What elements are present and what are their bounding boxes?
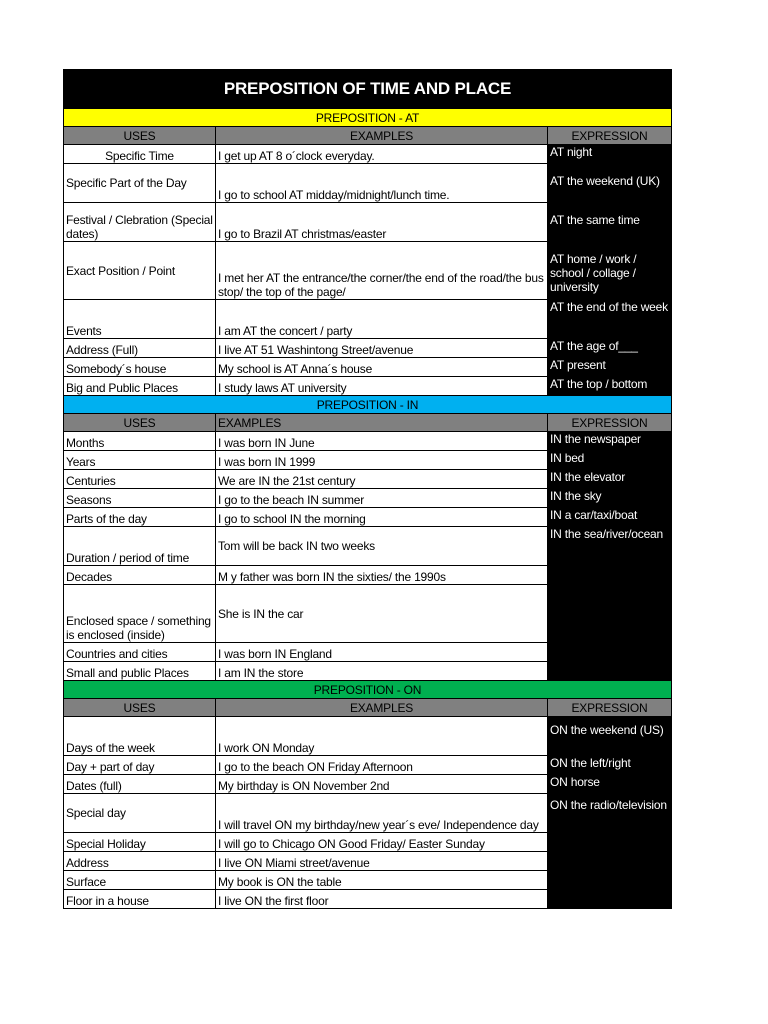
expression-cell: IN bed [548, 451, 672, 470]
example-cell: I am IN the store [216, 662, 548, 681]
use-cell: Exact Position / Point [64, 242, 216, 300]
use-cell: Small and public Places [64, 662, 216, 681]
header-expression: EXPRESSION [548, 699, 672, 717]
expression-cell: ON the weekend (US) [548, 717, 672, 756]
use-cell: Decades [64, 566, 216, 585]
example-cell: My book is ON the table [216, 871, 548, 890]
expression-cell: AT the weekend (UK) [548, 164, 672, 203]
example-cell: I go to school AT midday/midnight/lunch time. [216, 164, 548, 203]
use-cell: Address (Full) [64, 339, 216, 358]
preposition-table [63, 69, 672, 909]
use-cell: Specific Part of the Day [64, 164, 216, 203]
header-expression: EXPRESSION [548, 127, 672, 145]
example-cell: I go to Brazil AT christmas/easter [216, 203, 548, 242]
header-uses: USES [64, 127, 216, 145]
example-cell: I will go to Chicago ON Good Friday/ Easter Sunday [216, 833, 548, 852]
use-cell: Big and Public Places [64, 377, 216, 396]
header-row-on [64, 699, 672, 717]
table-row [64, 566, 672, 585]
table-row [64, 756, 672, 775]
example-cell: I was born IN England [216, 643, 548, 662]
use-cell: Day + part of day [64, 756, 216, 775]
page-title: PREPOSITION OF TIME AND PLACE [64, 70, 672, 109]
expression-cell: IN the sky [548, 489, 672, 508]
example-cell: We are IN the 21st century [216, 470, 548, 489]
use-cell: Surface [64, 871, 216, 890]
example-cell: I work ON Monday [216, 717, 548, 756]
expression-cell [548, 871, 672, 890]
example-cell: I live ON Miami street/avenue [216, 852, 548, 871]
table-row [64, 145, 672, 164]
example-cell: I was born IN 1999 [216, 451, 548, 470]
use-cell: Years [64, 451, 216, 470]
example-cell: My birthday is ON November 2nd [216, 775, 548, 794]
expression-cell [548, 662, 672, 681]
title-row [64, 70, 672, 109]
table-row [64, 242, 672, 300]
table-row [64, 890, 672, 909]
table-row [64, 508, 672, 527]
use-cell: Floor in a house [64, 890, 216, 909]
example-cell: My school is AT Anna´s house [216, 358, 548, 377]
header-examples: EXAMPLES [216, 414, 548, 432]
table-row [64, 662, 672, 681]
expression-cell: ON the left/right [548, 756, 672, 775]
header-uses: USES [64, 699, 216, 717]
example-cell: I will travel ON my birthday/new year´s eve/ Independence day [216, 794, 548, 833]
expression-cell: AT night [548, 145, 672, 164]
use-cell: Address [64, 852, 216, 871]
header-row-at [64, 127, 672, 145]
use-cell: Enclosed space / something is enclosed (inside) [64, 585, 216, 643]
table-row [64, 643, 672, 662]
expression-cell: IN the newspaper [548, 432, 672, 451]
expression-cell: ON the radio/television [548, 794, 672, 833]
use-cell: Duration / period of time [64, 527, 216, 566]
expression-cell: AT the end of the week [548, 300, 672, 339]
section-on-row [64, 681, 672, 699]
expression-cell: AT the age of___ [548, 339, 672, 358]
section-at-row [64, 109, 672, 127]
table-row [64, 794, 672, 833]
table-row [64, 717, 672, 756]
example-cell: I go to the beach ON Friday Afternoon [216, 756, 548, 775]
table-row [64, 470, 672, 489]
table-row [64, 852, 672, 871]
use-cell: Specific Time [64, 145, 216, 164]
expression-cell: ON horse [548, 775, 672, 794]
table-row [64, 489, 672, 508]
use-cell: Special day [64, 794, 216, 833]
table-row [64, 432, 672, 451]
section-in-row [64, 396, 672, 414]
use-cell: Seasons [64, 489, 216, 508]
table-row [64, 377, 672, 396]
example-cell: I am AT the concert / party [216, 300, 548, 339]
section-at-label: PREPOSITION - AT [64, 109, 672, 127]
example-cell: I get up AT 8 o´clock everyday. [216, 145, 548, 164]
header-expression: EXPRESSION [548, 414, 672, 432]
table-row [64, 451, 672, 470]
use-cell: Centuries [64, 470, 216, 489]
use-cell: Somebody´s house [64, 358, 216, 377]
preposition-sheet [63, 69, 671, 909]
expression-cell [548, 566, 672, 585]
use-cell: Parts of the day [64, 508, 216, 527]
table-row [64, 585, 672, 643]
use-cell: Dates (full) [64, 775, 216, 794]
example-cell: She is IN the car [216, 585, 548, 643]
header-examples: EXAMPLES [216, 699, 548, 717]
section-on-label: PREPOSITION - ON [64, 681, 672, 699]
expression-cell [548, 643, 672, 662]
example-cell: I go to the beach IN summer [216, 489, 548, 508]
use-cell: Special Holiday [64, 833, 216, 852]
expression-cell: AT the top / bottom [548, 377, 672, 396]
example-cell: I met her AT the entrance/the corner/the end of the road/the bus stop/ the top of the page/ [216, 242, 548, 300]
section-in-label: PREPOSITION - IN [64, 396, 672, 414]
use-cell: Events [64, 300, 216, 339]
table-row [64, 833, 672, 852]
expression-cell: AT present [548, 358, 672, 377]
example-cell: Tom will be back IN two weeks [216, 527, 548, 566]
header-uses: USES [64, 414, 216, 432]
expression-cell [548, 585, 672, 643]
expression-cell [548, 852, 672, 871]
example-cell: I go to school IN the morning [216, 508, 548, 527]
expression-cell: AT home / work / school / collage / university [548, 242, 672, 300]
expression-cell: IN the elevator [548, 470, 672, 489]
use-cell: Countries and cities [64, 643, 216, 662]
table-row [64, 527, 672, 566]
example-cell: I live AT 51 Washintong Street/avenue [216, 339, 548, 358]
example-cell: I study laws AT university [216, 377, 548, 396]
header-examples: EXAMPLES [216, 127, 548, 145]
example-cell: I was born IN June [216, 432, 548, 451]
expression-cell: IN a car/taxi/boat [548, 508, 672, 527]
expression-cell: AT the same time [548, 203, 672, 242]
use-cell: Festival / Clebration (Special dates) [64, 203, 216, 242]
table-row [64, 339, 672, 358]
table-row [64, 300, 672, 339]
expression-cell: IN the sea/river/ocean [548, 527, 672, 566]
header-row-in [64, 414, 672, 432]
table-row [64, 775, 672, 794]
example-cell: I live ON the first floor [216, 890, 548, 909]
example-cell: M y father was born IN the sixties/ the 1990s [216, 566, 548, 585]
expression-cell [548, 833, 672, 852]
table-row [64, 358, 672, 377]
table-row [64, 164, 672, 203]
expression-cell [548, 890, 672, 909]
use-cell: Days of the week [64, 717, 216, 756]
table-row [64, 871, 672, 890]
use-cell: Months [64, 432, 216, 451]
table-row [64, 203, 672, 242]
